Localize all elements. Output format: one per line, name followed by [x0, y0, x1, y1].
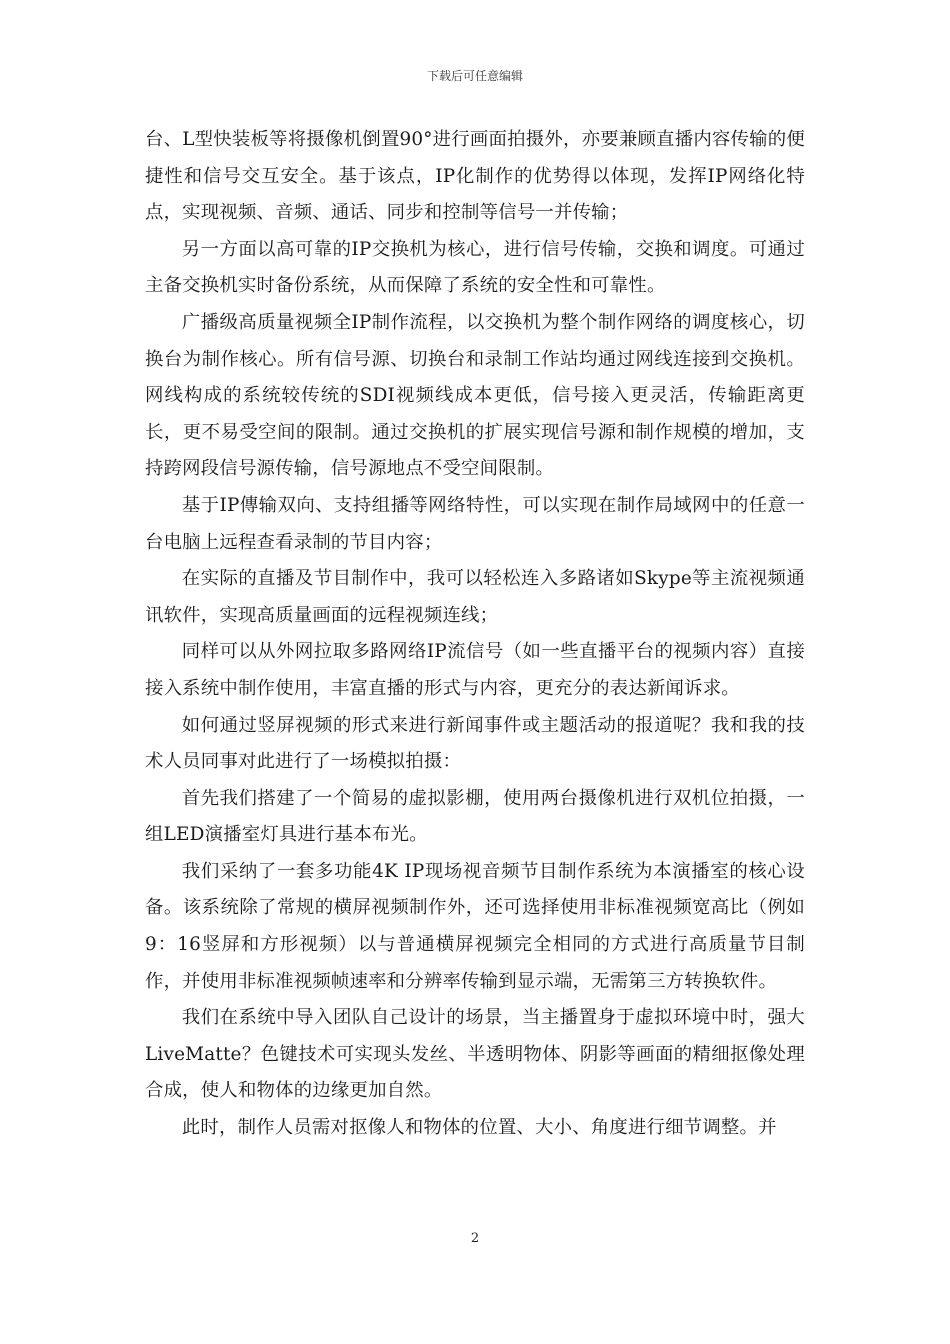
- paragraph: 此时，制作人员需对抠像人和物体的位置、大小、角度进行细节调整。并: [181, 1117, 777, 1139]
- paragraph: 基于IP傳输双向、支持组播等网络特性，可以实现在制作局域网中的任意一台电脑上远程查看录制的节目内容；: [145, 494, 805, 553]
- paragraph: 另一方面以高可靠的IP交换机为核心，进行信号传输，交换和调度。可通过主备交换机实时备份系统，从而保障了系统的安全性和可靠性。: [145, 238, 805, 297]
- page-header: 下载后可任意编辑: [426, 69, 523, 83]
- page-number: 2: [470, 1231, 480, 1246]
- paragraph: 我们采纳了一套多功能4K IP现场视音频节目制作系统为本演播室的核心设备。该系统除了常规的横屏视频制作外，还可选择使用非标准视频宽高比（例如9：16竖屏和方形视频）以与普通横屏视频完全相同的方式进行高质量节目制作，并使用非标准视频帧速率和分辨率传输到显示端，无需第三方转换软件。: [145, 860, 805, 992]
- paragraph: 在实际的直播及节目制作中，我可以轻松连入多路诸如Skype等主流视频通讯软件，实现高质量画面的远程视频连线；: [145, 568, 805, 626]
- paragraph: 同样可以从外网拉取多路网络IP流信号（如一些直播平台的视频内容）直接接入系统中制作使用，丰富直播的形式与内容，更充分的表达新闻诉求。: [145, 641, 805, 699]
- paragraph: 如何通过竖屏视频的形式来进行新闻事件或主题活动的报道呢？我和我的技术人员同事对此进行了一场模拟拍摄：: [145, 714, 805, 773]
- paragraph: 首先我们搭建了一个简易的虚拟影棚，使用两台摄像机进行双机位拍摄，一组LED演播室灯具进行基本布光。: [145, 787, 805, 846]
- paragraph: 广播级高质量视频全IP制作流程，以交换机为整个制作网络的调度核心，切换台为制作核心。所有信号源、切换台和录制工作站均通过网线连接到交换机。网线构成的系统较传统的SDI视频线成本更低，信号接入更灵活，传输距离更长，更不易受空间的限制。通过交换机的扩展实现信号源和制作规模的增加，支持跨网段信号源传输，信号源地点不受空间限制。: [145, 311, 805, 480]
- paragraph: 我们在系统中导入团队自己设计的场景，当主播置身于虚拟环境中时，强大LiveMatte？色键技术可实现头发丝、半透明物体、阴影等画面的精细抠像处理合成，使人和物体的边缘更加自然。: [145, 1007, 805, 1102]
- document-body: [145, 122, 805, 1147]
- paragraph: 台、L型快装板等将摄像机倒置90°进行画面拍摄外，亦要兼顾直播内容传输的便捷性和信号交互安全。基于该点，IP化制作的优势得以体现，发挥IP网络化特点，实现视频、音频、通话、同步和控制等信号一并传输；: [145, 129, 805, 224]
